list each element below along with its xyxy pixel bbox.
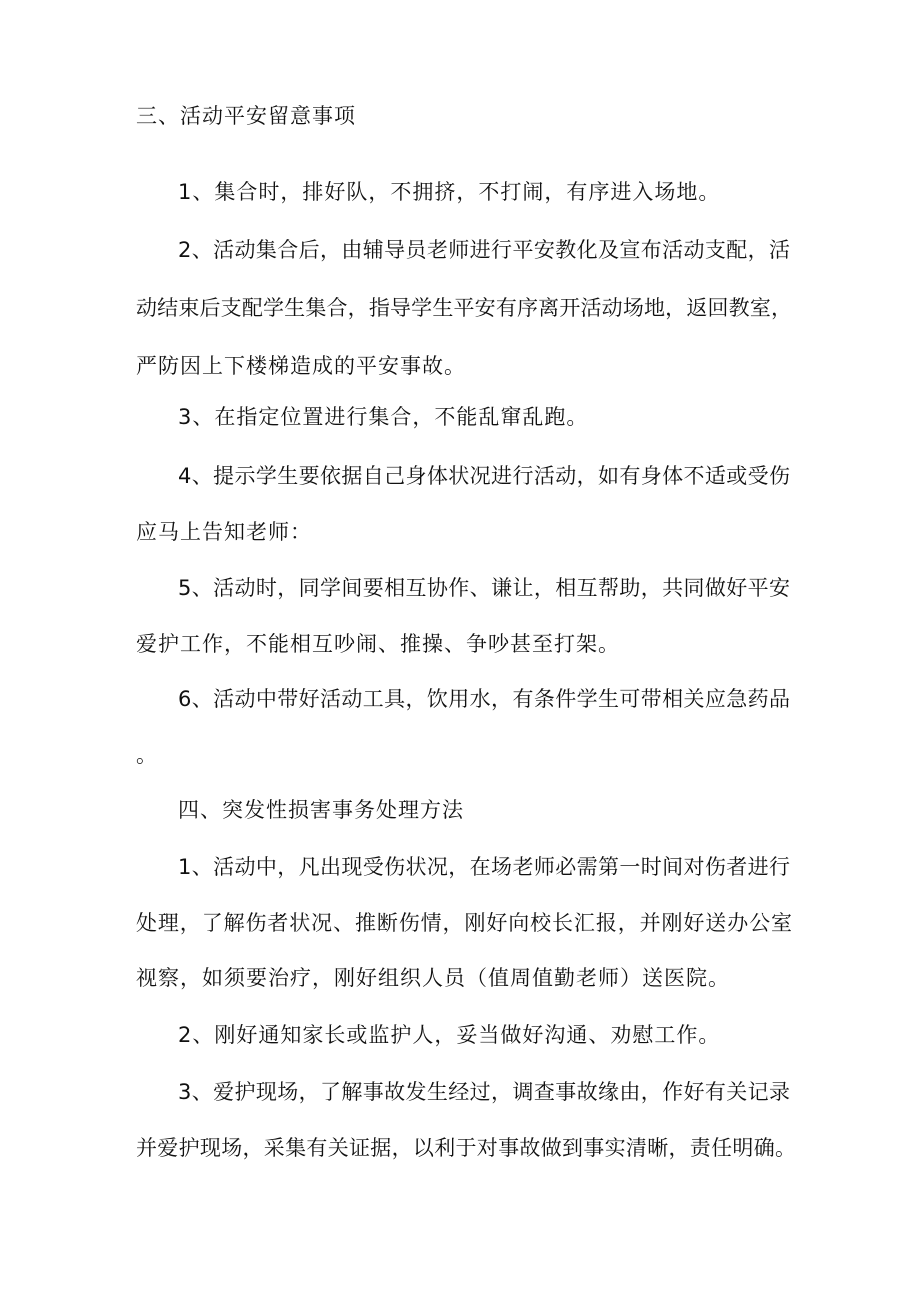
paragraph-line: 3、爱护现场，了解事故发生经过，调查事故缘由，作好有关记录 (178, 1080, 790, 1104)
paragraph-line: 6、活动中带好活动工具，饮用水，有条件学生可带相关应急药品 (178, 687, 790, 711)
paragraph-line: 爱护工作，不能相互吵闹、推操、争吵甚至打架。 (136, 632, 620, 656)
paragraph-line: 4、提示学生要依据自己身体状况进行活动，如有身体不适或受伤 (178, 464, 790, 488)
paragraph-line: 视察，如须要治疗，刚好组织人员（值周值勤老师）送医院。 (136, 966, 730, 990)
paragraph-line: 并爱护现场，采集有关证据，以利于对事故做到事实清晰，责任明确。 (136, 1136, 796, 1160)
section-heading-safety-notes: 三、活动平安留意事项 (136, 104, 356, 128)
paragraph-line: 动结束后支配学生集合，指导学生平安有序离开活动场地，返回教室， (136, 296, 792, 320)
paragraph-line: 处理，了解伤者状况、推断伤情，刚好向校长汇报，并刚好送办公室 (136, 911, 792, 935)
paragraph-line: 1、活动中，凡出现受伤状况，在场老师必需第一时间对伤者进行 (178, 855, 790, 879)
paragraph-line: 5、活动时，同学间要相互协作、谦让，相互帮助，共同做好平安 (178, 576, 790, 600)
paragraph-line: 2、刚好通知家长或监护人，妥当做好沟通、劝慰工作。 (178, 1023, 721, 1047)
paragraph-line: 严防因上下楼梯造成的平安事故。 (136, 354, 466, 378)
paragraph-line: 3、在指定位置进行集合，不能乱窜乱跑。 (178, 405, 589, 429)
paragraph-line: 应马上告知老师： (136, 520, 312, 544)
paragraph-line: 2、活动集合后，由辅导员老师进行平安教化及宣布活动支配，活 (178, 238, 790, 262)
section-heading-emergency-handling: 四、突发性损害事务处理方法 (178, 798, 464, 822)
paragraph-line: 。 (136, 743, 158, 767)
paragraph-line: 1、集合时，排好队，不拥挤，不打闹，有序进入场地。 (178, 180, 721, 204)
